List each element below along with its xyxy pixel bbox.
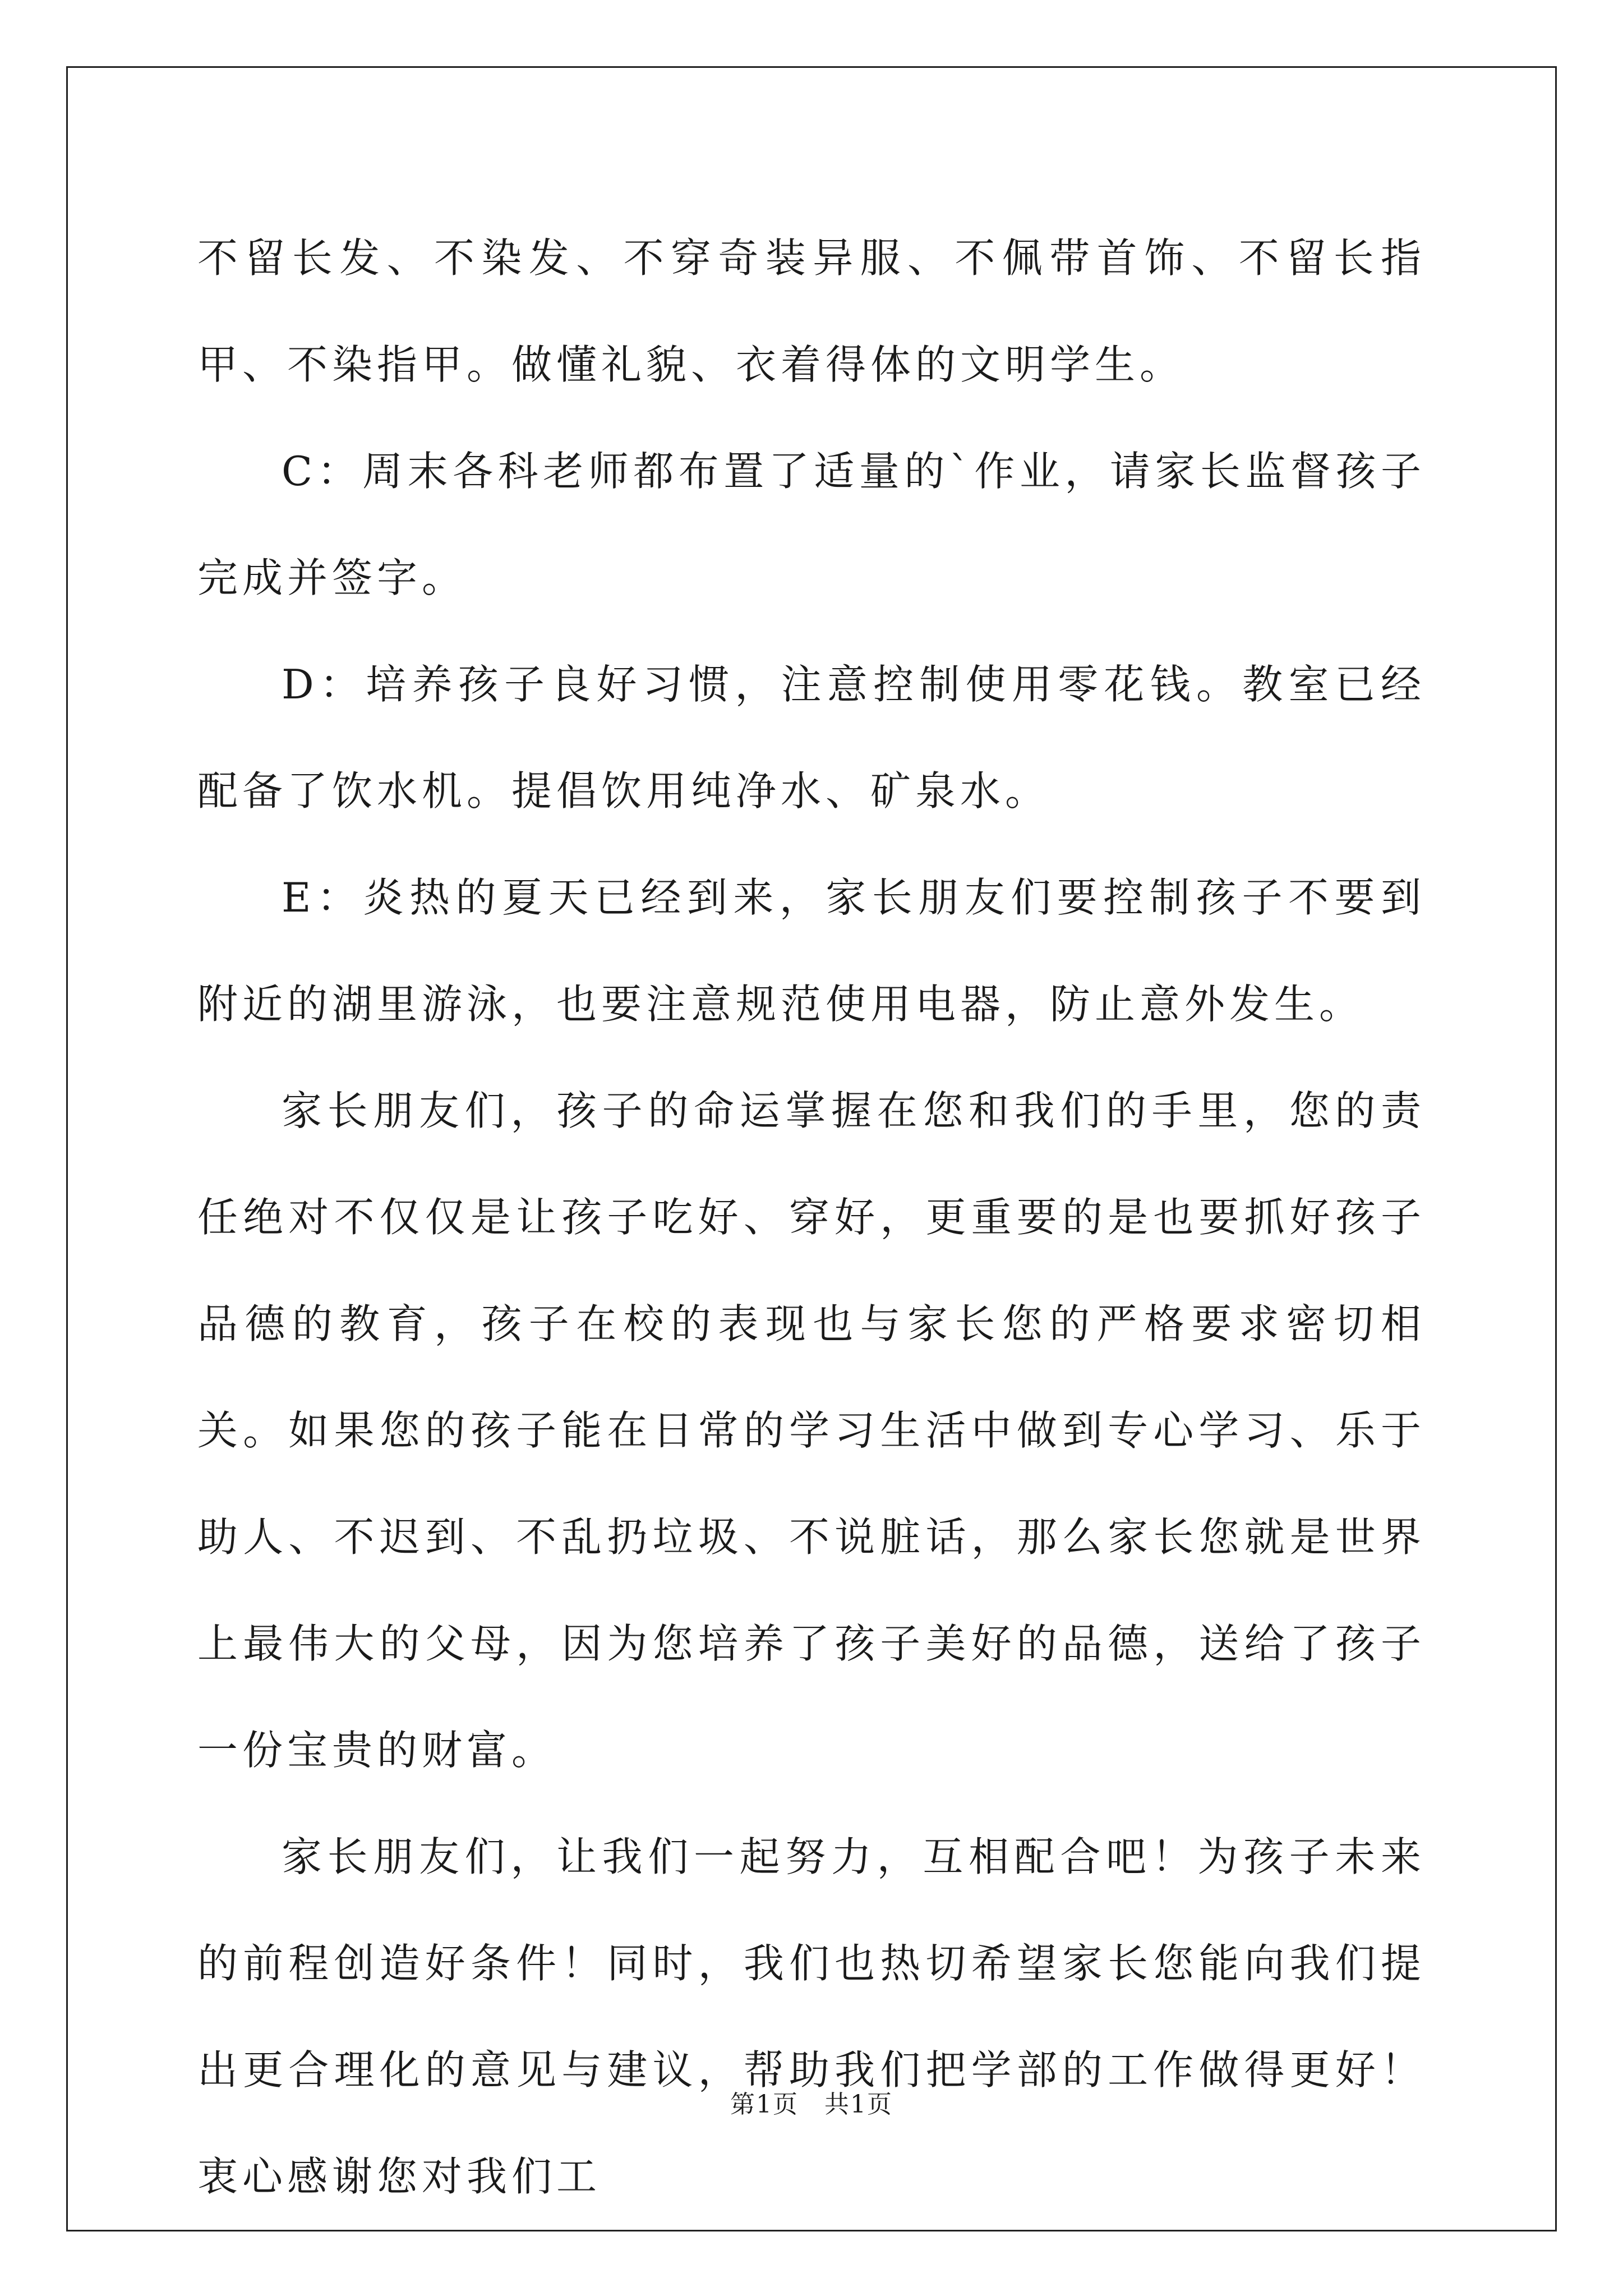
paragraph-5: 家长朋友们，孩子的命运掌握在您和我们的手里，您的责任绝对不仅仅是让孩子吃好、穿好，更重要的是也要抓好孩子品德的教育，孩子在校的表现也与家长您的严格要求密切相关。如果您的孩子能在日常的学习生活中做到专心学习、乐于助人、不迟到、不乱扔垃圾、不说脏话，那么家长您就是世界上最伟大的父母，因为您培养了孩子美好的品德，送给了孩子一份宝贵的财富。 bbox=[197, 1087, 1426, 1774]
paragraph-2: C：周末各科老师都布置了适量的`作业，请家长监督孩子完成并签字。 bbox=[197, 448, 1426, 601]
document-body bbox=[197, 205, 1426, 2230]
paragraph-1: 不留长发、不染发、不穿奇装异服、不佩带首饰、不留长指甲、不染指甲。做懂礼貌、衣着得体的文明学生。 bbox=[197, 234, 1426, 388]
paragraph-6: 家长朋友们，让我们一起努力，互相配合吧！为孩子未来的前程创造好条件！同时，我们也热切希望家长您能向我们提出更合理化的意见与建议，帮助我们把学部的工作做得更好！衷心感谢您对我们工 bbox=[197, 1833, 1426, 2200]
page-number: 第1页 共1页 bbox=[730, 2090, 893, 2119]
paragraph-4: E：炎热的夏天已经到来，家长朋友们要控制孩子不要到附近的湖里游泳，也要注意规范使用电器，防止意外发生。 bbox=[197, 874, 1426, 1028]
paragraph-3: D：培养孩子良好习惯，注意控制使用零花钱。教室已经配备了饮水机。提倡饮用纯净水、矿泉水。 bbox=[197, 661, 1426, 815]
